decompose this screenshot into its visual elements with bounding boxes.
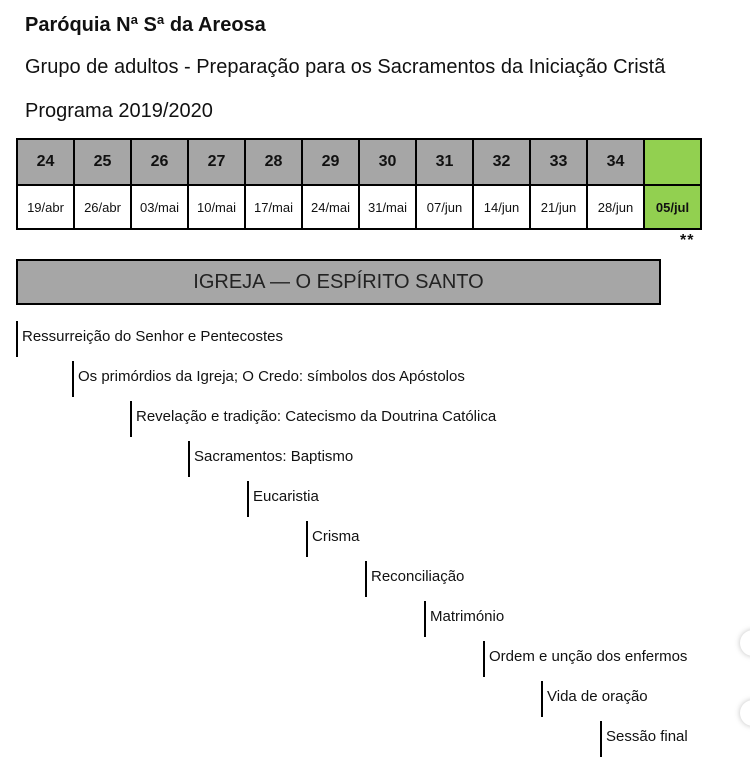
session-date-cell: 21/jun	[530, 185, 587, 229]
topic-step	[130, 401, 496, 437]
session-schedule-table	[16, 138, 702, 230]
session-date-cell: 24/mai	[302, 185, 359, 229]
session-number-cell: 25	[74, 139, 131, 185]
session-date-cell: 17/mai	[245, 185, 302, 229]
topic-step	[424, 601, 504, 637]
topic-step	[600, 721, 688, 757]
topic-step	[188, 441, 353, 477]
topic-label: Vida de oração	[547, 688, 648, 705]
topic-label: Ordem e unção dos enfermos	[489, 648, 688, 665]
session-date-cell-highlight: 05/jul	[644, 185, 701, 229]
session-date-cell: 14/jun	[473, 185, 530, 229]
session-date-cell: 26/abr	[74, 185, 131, 229]
topic-step	[365, 561, 464, 597]
topic-step	[16, 321, 283, 357]
session-number-cell: 24	[17, 139, 74, 185]
section-title: IGREJA — O ESPÍRITO SANTO	[193, 270, 484, 293]
session-number-cell: 33	[530, 139, 587, 185]
topic-label: Os primórdios da Igreja; O Credo: símbolos dos Apóstolos	[78, 368, 465, 385]
session-date-cell: 03/mai	[131, 185, 188, 229]
session-number-cell: 29	[302, 139, 359, 185]
topic-label: Sacramentos: Baptismo	[194, 448, 354, 465]
topic-label: Eucaristia	[253, 488, 319, 505]
topic-step	[483, 641, 687, 677]
session-number-cell: 26	[131, 139, 188, 185]
topic-label: Matrimónio	[430, 608, 505, 625]
session-date-cell: 07/jun	[416, 185, 473, 229]
topic-step	[306, 521, 360, 557]
group-subtitle: Grupo de adultos - Preparação para os Sacramentos da Iniciação Cristã	[25, 56, 666, 78]
session-date-cell: 28/jun	[587, 185, 644, 229]
parish-title: Paróquia Nª Sª da Areosa	[25, 14, 266, 36]
session-number-cell: 32	[473, 139, 530, 185]
session-number-row	[17, 139, 701, 185]
session-number-cell: 28	[245, 139, 302, 185]
topic-label: Sessão final	[606, 728, 688, 745]
scroll-handle[interactable]	[740, 700, 750, 726]
topic-step	[247, 481, 319, 517]
scroll-handle[interactable]	[740, 630, 750, 656]
session-number-cell: 31	[416, 139, 473, 185]
topic-step	[541, 681, 648, 717]
session-number-cell: 27	[188, 139, 245, 185]
footnote-marker: **	[680, 232, 695, 249]
session-number-cell: 34	[587, 139, 644, 185]
program-year: Programa 2019/2020	[25, 100, 213, 122]
session-date-cell: 31/mai	[359, 185, 416, 229]
session-number-cell-highlight	[644, 139, 701, 185]
topic-step	[72, 361, 465, 397]
topic-label: Revelação e tradição: Catecismo da Doutrina Católica	[136, 408, 497, 425]
topic-label: Crisma	[312, 528, 360, 545]
topic-label: Ressurreição do Senhor e Pentecostes	[22, 328, 283, 345]
session-date-cell: 10/mai	[188, 185, 245, 229]
section-banner	[16, 259, 661, 305]
session-number-cell: 30	[359, 139, 416, 185]
session-date-row	[17, 185, 701, 229]
session-date-cell: 19/abr	[17, 185, 74, 229]
topic-label: Reconciliação	[371, 568, 465, 585]
